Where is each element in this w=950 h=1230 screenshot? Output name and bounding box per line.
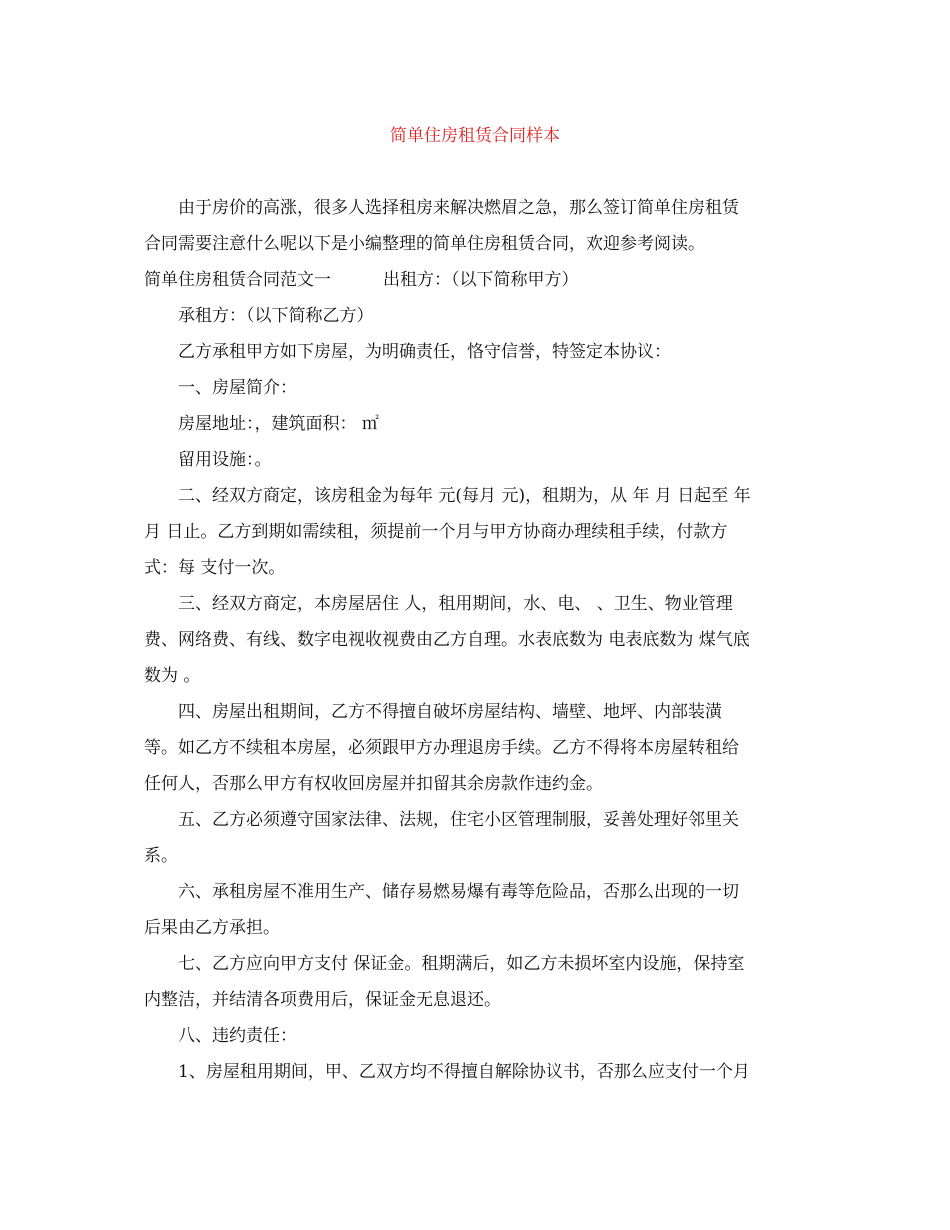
paragraph-line: 月 日止。乙方到期如需续租，须提前一个月与甲方协商办理续租手续，付款方	[144, 522, 728, 542]
paragraph-line: 七、乙方应向甲方支付 保证金。租期满后，如乙方未损坏室内设施，保持室	[178, 954, 745, 974]
paragraph-line: 留用设施：。	[178, 450, 272, 470]
paragraph-line: 1、房屋租用期间，甲、乙双方均不得擅自解除协议书，否那么应支付一个月	[178, 1062, 750, 1082]
paragraph-line: 等。如乙方不续租本房屋，必须跟甲方办理退房手续。乙方不得将本房屋转租给	[144, 738, 739, 758]
paragraph-line: 数为 。	[144, 666, 201, 686]
section-heading: 简单住房租赁合同范文一	[144, 270, 331, 290]
paragraph-line: 房屋地址：，建筑面积： ㎡	[178, 414, 379, 434]
paragraph-line: 内整洁，并结清各项费用后，保证金无息退还。	[144, 990, 501, 1010]
paragraph-line: 八、违约责任：	[178, 1026, 297, 1046]
paragraph-line: 一、房屋简介：	[178, 378, 297, 398]
paragraph-line: 乙方承租甲方如下房屋，为明确责任，恪守信誉，特签定本协议：	[178, 342, 671, 362]
paragraph-line: 五、乙方必须遵守国家法律、法规，住宅小区管理制服，妥善处理好邻里关	[178, 810, 739, 830]
paragraph-line	[144, 268, 579, 292]
paragraph-line: 四、房屋出租期间，乙方不得擅自破坏房屋结构、墙壁、地坪、内部装潢	[178, 702, 722, 722]
paragraph-line: 二、经双方商定，该房租金为每年 元(每月 元)，租期为，从 年 月 日起至 年	[178, 486, 751, 506]
paragraph-line: 式：每 支付一次。	[144, 558, 286, 578]
lessor-label: 出租方：（以下简称甲方）	[383, 270, 579, 290]
paragraph-line: 费、网络费、有线、数字电视收视费由乙方自理。水表底数为 电表底数为 煤气底	[144, 630, 750, 650]
paragraph-line: 由于房价的高涨，很多人选择租房来解决燃眉之急，那么签订简单住房租赁	[178, 198, 739, 218]
paragraph-line: 系。	[144, 846, 178, 866]
paragraph-line: 任何人，否那么甲方有权收回房屋并扣留其余房款作违约金。	[144, 774, 603, 794]
paragraph-line: 六、承租房屋不准用生产、储存易燃易爆有毒等危险品，否那么出现的一切	[178, 882, 739, 902]
paragraph-line: 三、经双方商定，本房屋居住 人，租用期间，水、电、 、卫生、物业管理	[178, 594, 733, 614]
paragraph-line: 合同需要注意什么呢以下是小编整理的简单住房租赁合同，欢迎参考阅读。	[144, 234, 705, 254]
paragraph-line: 后果由乙方承担。	[144, 918, 280, 938]
paragraph-line: 承租方：（以下简称乙方）	[178, 306, 374, 326]
document-title: 简单住房租赁合同样本	[390, 126, 560, 146]
